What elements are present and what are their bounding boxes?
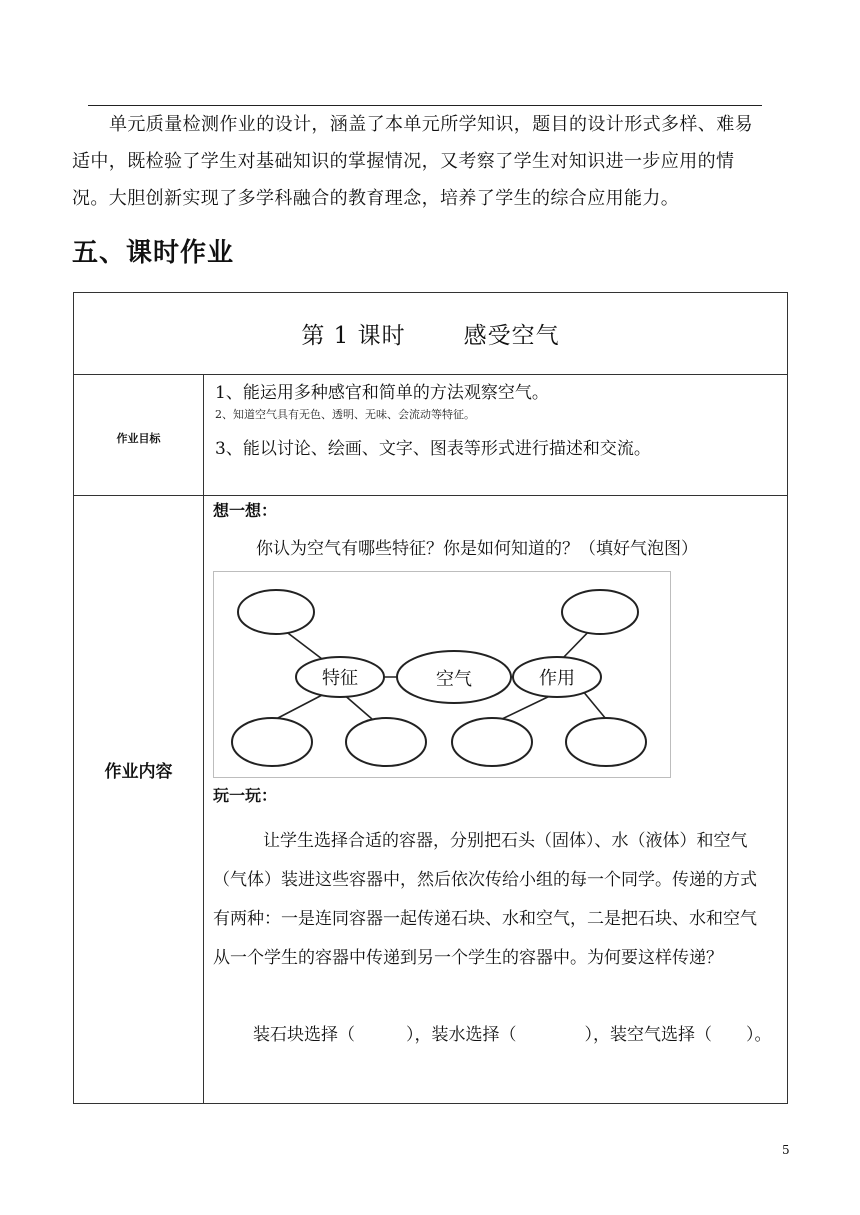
bubble-map — [214, 572, 670, 777]
goals-label-cell — [74, 375, 204, 495]
goal-item: 3、能以讨论、绘画、文字、图表等形式进行描述和交流。 — [215, 439, 651, 459]
intro-paragraph — [72, 106, 762, 217]
empty-bubble — [566, 718, 646, 766]
play-paragraph — [213, 822, 758, 978]
think-question: 你认为空气有哪些特征？你是如何知道的？（填好气泡图） — [256, 539, 698, 559]
goal-item: 2、知道空气具有无色、透明、无味、会流动等特征。 — [215, 408, 475, 421]
empty-bubble — [232, 718, 312, 766]
homework-table — [73, 292, 788, 1104]
bubble-map-figure — [213, 571, 671, 778]
connector-line — [502, 694, 554, 719]
content-row — [74, 496, 787, 1103]
goals-row — [74, 375, 787, 496]
think-heading: 想一想： — [213, 501, 278, 520]
goals-label: 作业目标 — [116, 432, 161, 445]
lesson-number: 第 1 课时 — [301, 323, 406, 349]
goal-item: 1、能运用多种感官和简单的方法观察空气。 — [215, 383, 549, 403]
content-label: 作业内容 — [104, 762, 173, 782]
goals-list — [215, 379, 780, 463]
bubble-left-label: 特征 — [322, 668, 358, 689]
empty-bubble — [346, 718, 426, 766]
connector-line — [582, 690, 606, 719]
empty-bubble — [452, 718, 532, 766]
lesson-name: 感受空气 — [463, 323, 560, 349]
connector-line — [276, 693, 326, 719]
intro-text: 单元质量检测作业的设计，涵盖了本单元所学知识，题目的设计形式多样、难易适中，既检验了学生对基础知识的掌握情况，又考察了学生对知识进一步应用的情况。大胆创新实现了多学科融合的教育理念，培养了学生的综合应用能力。 — [72, 114, 753, 209]
page-number: 5 — [782, 1143, 790, 1157]
fill-in-question — [213, 1015, 783, 1055]
fill-in-text: 装石块选择（ ），装水选择（ ），装空气选择（ ）。 — [253, 1025, 772, 1045]
play-heading: 玩一玩： — [213, 786, 278, 805]
bubble-center-label: 空气 — [436, 669, 472, 690]
content-label-cell — [74, 496, 204, 1103]
play-text: 让学生选择合适的容器，分别把石头（固体）、水（液体）和空气（气体）装进这些容器中，然后依次传给小组的每一个同学。传递的方式有两种：一是连同容器一起传递石块、水和空气，二是把石块、水和空气从一个学生的容器中传递到另一个学生的容器中。为何要这样传递？ — [213, 831, 757, 968]
bubble-right-label: 作用 — [539, 668, 575, 689]
lesson-title-row — [74, 293, 787, 375]
section-heading: 五、课时作业 — [72, 238, 235, 268]
empty-bubble — [562, 590, 638, 634]
empty-bubble — [238, 590, 314, 634]
